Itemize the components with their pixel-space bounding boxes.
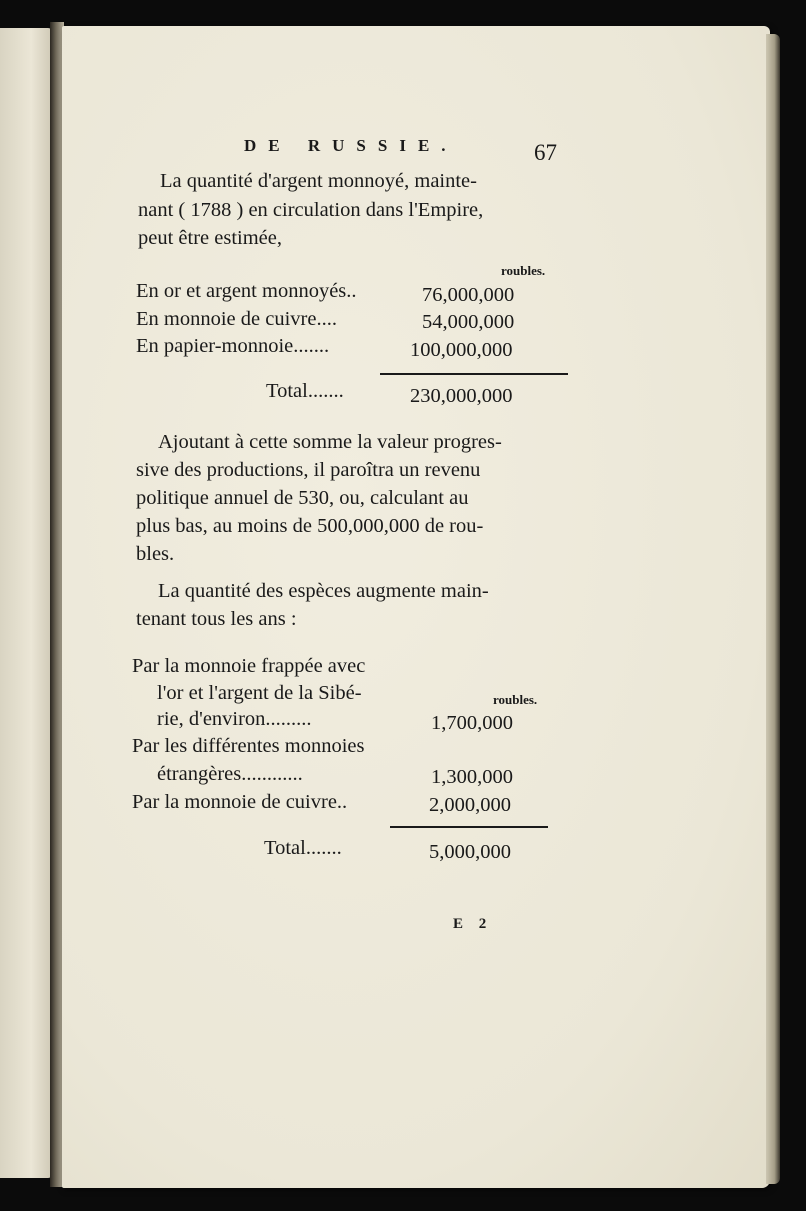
para2-line-4: plus bas, au moins de 500,000,000 de rou-	[136, 515, 484, 537]
table1-row-2-value: 54,000,000	[422, 311, 515, 333]
table2-row-3-value: 2,000,000	[429, 794, 511, 816]
table1-row-1-value: 76,000,000	[422, 284, 515, 306]
signature-mark: E 2	[453, 916, 493, 932]
table1-row-2-label: En monnoie de cuivre....	[136, 308, 337, 330]
table2-unit: roubles.	[493, 692, 538, 707]
table1-row-3-label: En papier-monnoie.......	[136, 335, 330, 357]
table1-unit: roubles.	[501, 263, 546, 278]
para2-line-2: sive des productions, il paroîtra un revenu	[136, 459, 481, 481]
table2-row-2-value: 1,300,000	[431, 766, 513, 788]
para3-line-2: tenant tous les ans :	[136, 608, 297, 630]
table1-row-1-label: En or et argent monnoyés..	[136, 280, 357, 302]
para2-line-3: politique annuel de 530, ou, calculant au	[136, 487, 469, 509]
table1-total-value: 230,000,000	[410, 385, 513, 407]
para2-line-1: Ajoutant à cette somme la valeur progres-	[158, 431, 502, 453]
intro-line-1: La quantité d'argent monnoyé, mainte-	[160, 170, 477, 192]
table2-total-rule	[390, 826, 548, 828]
intro-line-3: peut être estimée,	[138, 227, 283, 249]
facing-page	[0, 28, 52, 1178]
table2-row-3-label: Par la monnoie de cuivre..	[132, 791, 348, 813]
page-edge	[766, 34, 780, 1184]
para2-line-5: bles.	[136, 543, 175, 565]
table1-total-rule	[380, 373, 568, 375]
table2-row-1-line-3: rie, d'environ.........	[157, 708, 312, 730]
table2-row-1-value: 1,700,000	[431, 712, 513, 734]
page-number: 67	[534, 140, 557, 165]
table2-row-2-line-2: étrangères............	[157, 763, 303, 785]
para3-line-1: La quantité des espèces augmente main-	[158, 580, 489, 602]
intro-line-2: nant ( 1788 ) en circulation dans l'Empire,	[138, 199, 484, 221]
table2-total-value: 5,000,000	[429, 841, 511, 863]
table2-total-label: Total.......	[264, 837, 342, 859]
running-title: DE RUSSIE.	[244, 136, 458, 155]
table2-row-1-line-1: Par la monnoie frappée avec	[132, 655, 366, 677]
table1-row-3-value: 100,000,000	[410, 339, 513, 361]
table1-total-label: Total.......	[266, 380, 344, 402]
table2-row-1-line-2: l'or et l'argent de la Sibé-	[157, 682, 362, 704]
table2-row-2-line-1: Par les différentes monnoies	[132, 735, 365, 757]
